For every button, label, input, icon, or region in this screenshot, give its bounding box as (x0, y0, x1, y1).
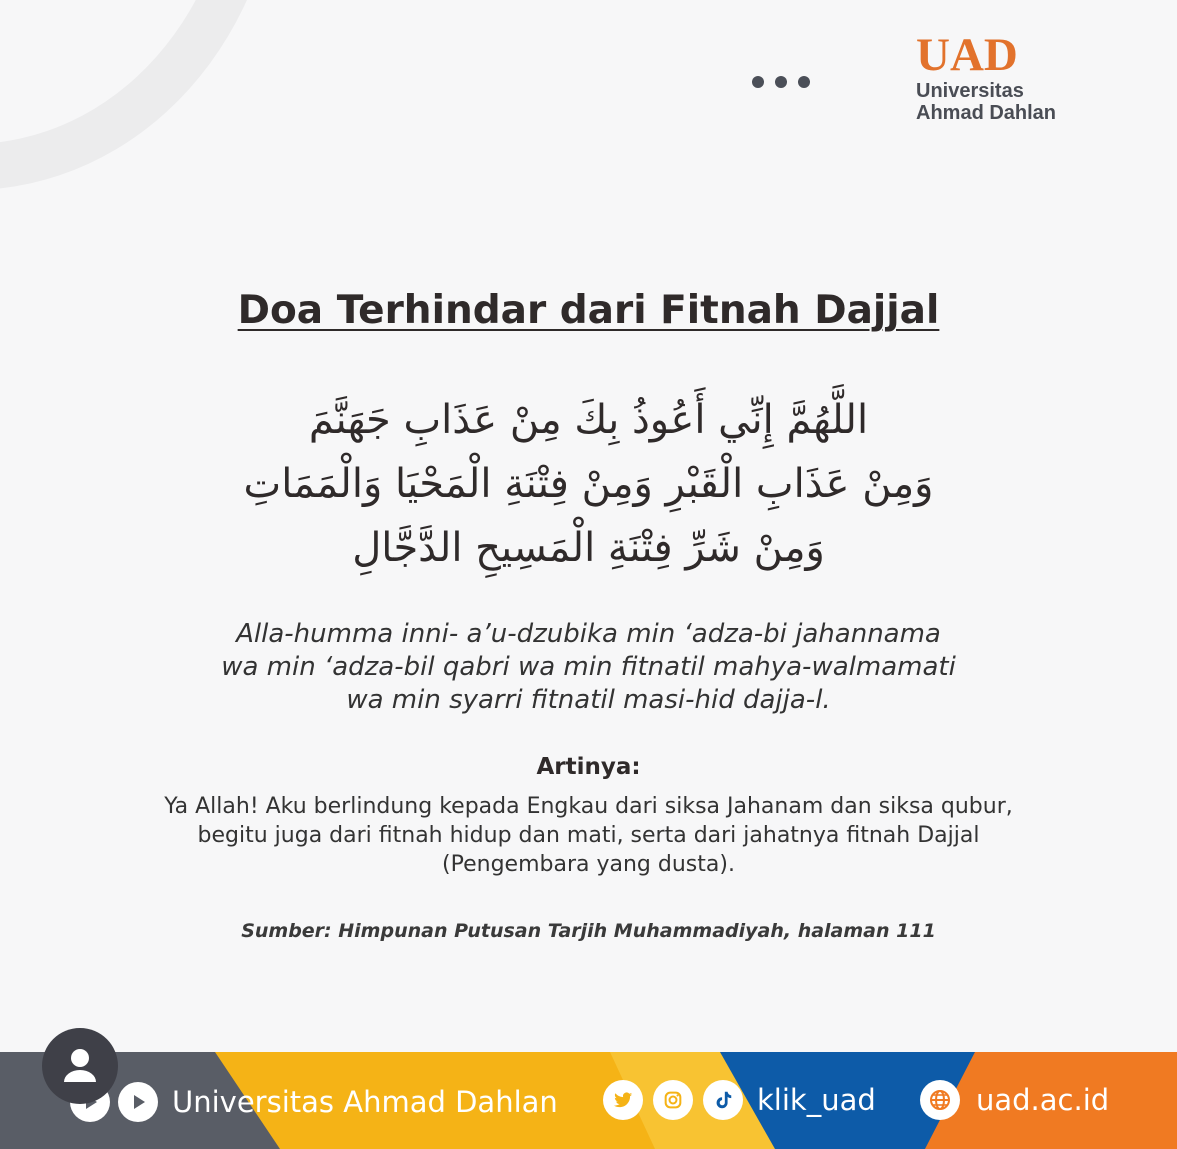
dot (752, 76, 764, 88)
more-options-icon[interactable] (752, 76, 810, 88)
arabic-line: اللَّهُمَّ إِنِّي أَعُوذُ بِكَ مِنْ عَذَابِ جَهَنَّمَ (308, 397, 869, 443)
user-icon (42, 1028, 118, 1104)
footer-bar (0, 1052, 1177, 1149)
footer-handle: klik_uad (757, 1083, 876, 1117)
transliteration (0, 618, 1177, 717)
latin-line: Alla-humma inni- a’u-dzubika min ‘adza-bi jahannama (236, 619, 941, 649)
meaning-line: begitu juga dari fitnah hidup dan mati, serta dari jahatnya fitnah Dajjal (197, 823, 980, 848)
decorative-ring (0, 0, 280, 190)
footer-social-name[interactable] (70, 1082, 558, 1122)
meaning-label: Artinya: (536, 754, 641, 780)
logo-mark: UAD (916, 29, 1018, 81)
instagram-icon[interactable] (653, 1080, 693, 1120)
latin-line: wa min syarri fitnatil masi-hid dajja-l. (346, 685, 831, 715)
meaning-line: (Pengembara yang dusta). (442, 852, 735, 877)
page-title: Doa Terhindar dari Fitnah Dajjal (237, 288, 940, 333)
avatar[interactable] (42, 1028, 118, 1104)
arabic-line: وَمِنْ عَذَابِ الْقَبْرِ وَمِنْ فِتْنَةِ الْمَحْيَا وَالْمَمَاتِ (243, 461, 934, 507)
meaning-line: Ya Allah! Aku berlindung kepada Engkau dari siksa Jahanam dan siksa qubur, (164, 794, 1013, 819)
footer-website-link[interactable] (920, 1080, 1109, 1120)
arabic-line: وَمِنْ شَرِّ فِتْنَةِ الْمَسِيحِ الدَّجَّالِ (352, 525, 825, 571)
footer-website: uad.ac.id (976, 1083, 1110, 1117)
footer-university-name: Universitas Ahmad Dahlan (172, 1085, 558, 1119)
dot (775, 76, 787, 88)
arabic-prayer (100, 388, 1077, 580)
meaning-text (100, 792, 1077, 879)
footer-social-handle[interactable] (603, 1080, 876, 1120)
logo-line-1: Universitas (916, 80, 1024, 102)
twitter-icon[interactable] (603, 1080, 643, 1120)
tiktok-icon[interactable] (703, 1080, 743, 1120)
uad-logo (916, 30, 1056, 124)
logo-line-2: Ahmad Dahlan (916, 102, 1057, 124)
source-citation: Sumber: Himpunan Putusan Tarjih Muhammadiyah, halaman 111 (241, 920, 936, 942)
globe-icon[interactable] (920, 1080, 960, 1120)
play-icon[interactable] (118, 1082, 158, 1122)
latin-line: wa min ‘adza-bil qabri wa min fitnatil mahya-walmamati (221, 652, 956, 682)
dot (798, 76, 810, 88)
